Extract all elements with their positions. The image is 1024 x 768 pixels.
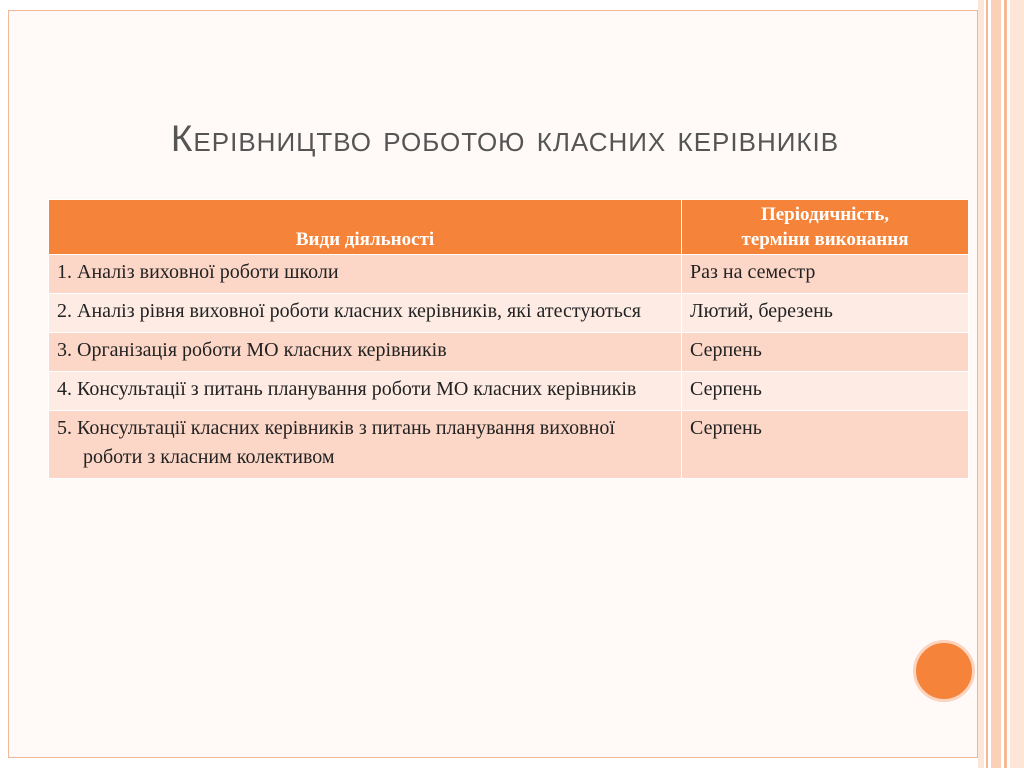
activity-cell: 4. Консультації з питань планування роботи МО класних керівників: [49, 372, 682, 411]
table-row: [49, 372, 969, 411]
activity-cell: 2. Аналіз рівня виховної роботи класних керівників, які атестуються: [49, 294, 682, 333]
table-header-row: [49, 200, 969, 255]
activity-cell: 3. Організація роботи МО класних керівників: [49, 333, 682, 372]
header-periodicity-line1: Періодичність,: [760, 204, 890, 225]
period-cell: Раз на семестр: [682, 255, 969, 294]
table-row: [49, 294, 969, 333]
decorative-circle: [913, 640, 975, 702]
header-activity-types: Види діяльності: [49, 200, 682, 255]
activities-table: [48, 199, 969, 479]
table-row: [49, 411, 969, 479]
period-cell: Серпень: [682, 411, 969, 479]
header-periodicity-line2: терміни виконання: [741, 229, 909, 250]
table-row: [49, 333, 969, 372]
table-row: [49, 255, 969, 294]
activity-cell: 5. Консультації класних керівників з питань планування виховної роботи з класним колективом: [49, 411, 682, 479]
period-cell: Серпень: [682, 333, 969, 372]
decorative-stripes: [978, 0, 1024, 768]
activity-cell: 1. Аналіз виховної роботи школи: [49, 255, 682, 294]
period-cell: Лютий, березень: [682, 294, 969, 333]
period-cell: Серпень: [682, 372, 969, 411]
header-periodicity: [682, 200, 969, 255]
slide-title: Керівництво роботою класних керівників: [170, 118, 840, 159]
